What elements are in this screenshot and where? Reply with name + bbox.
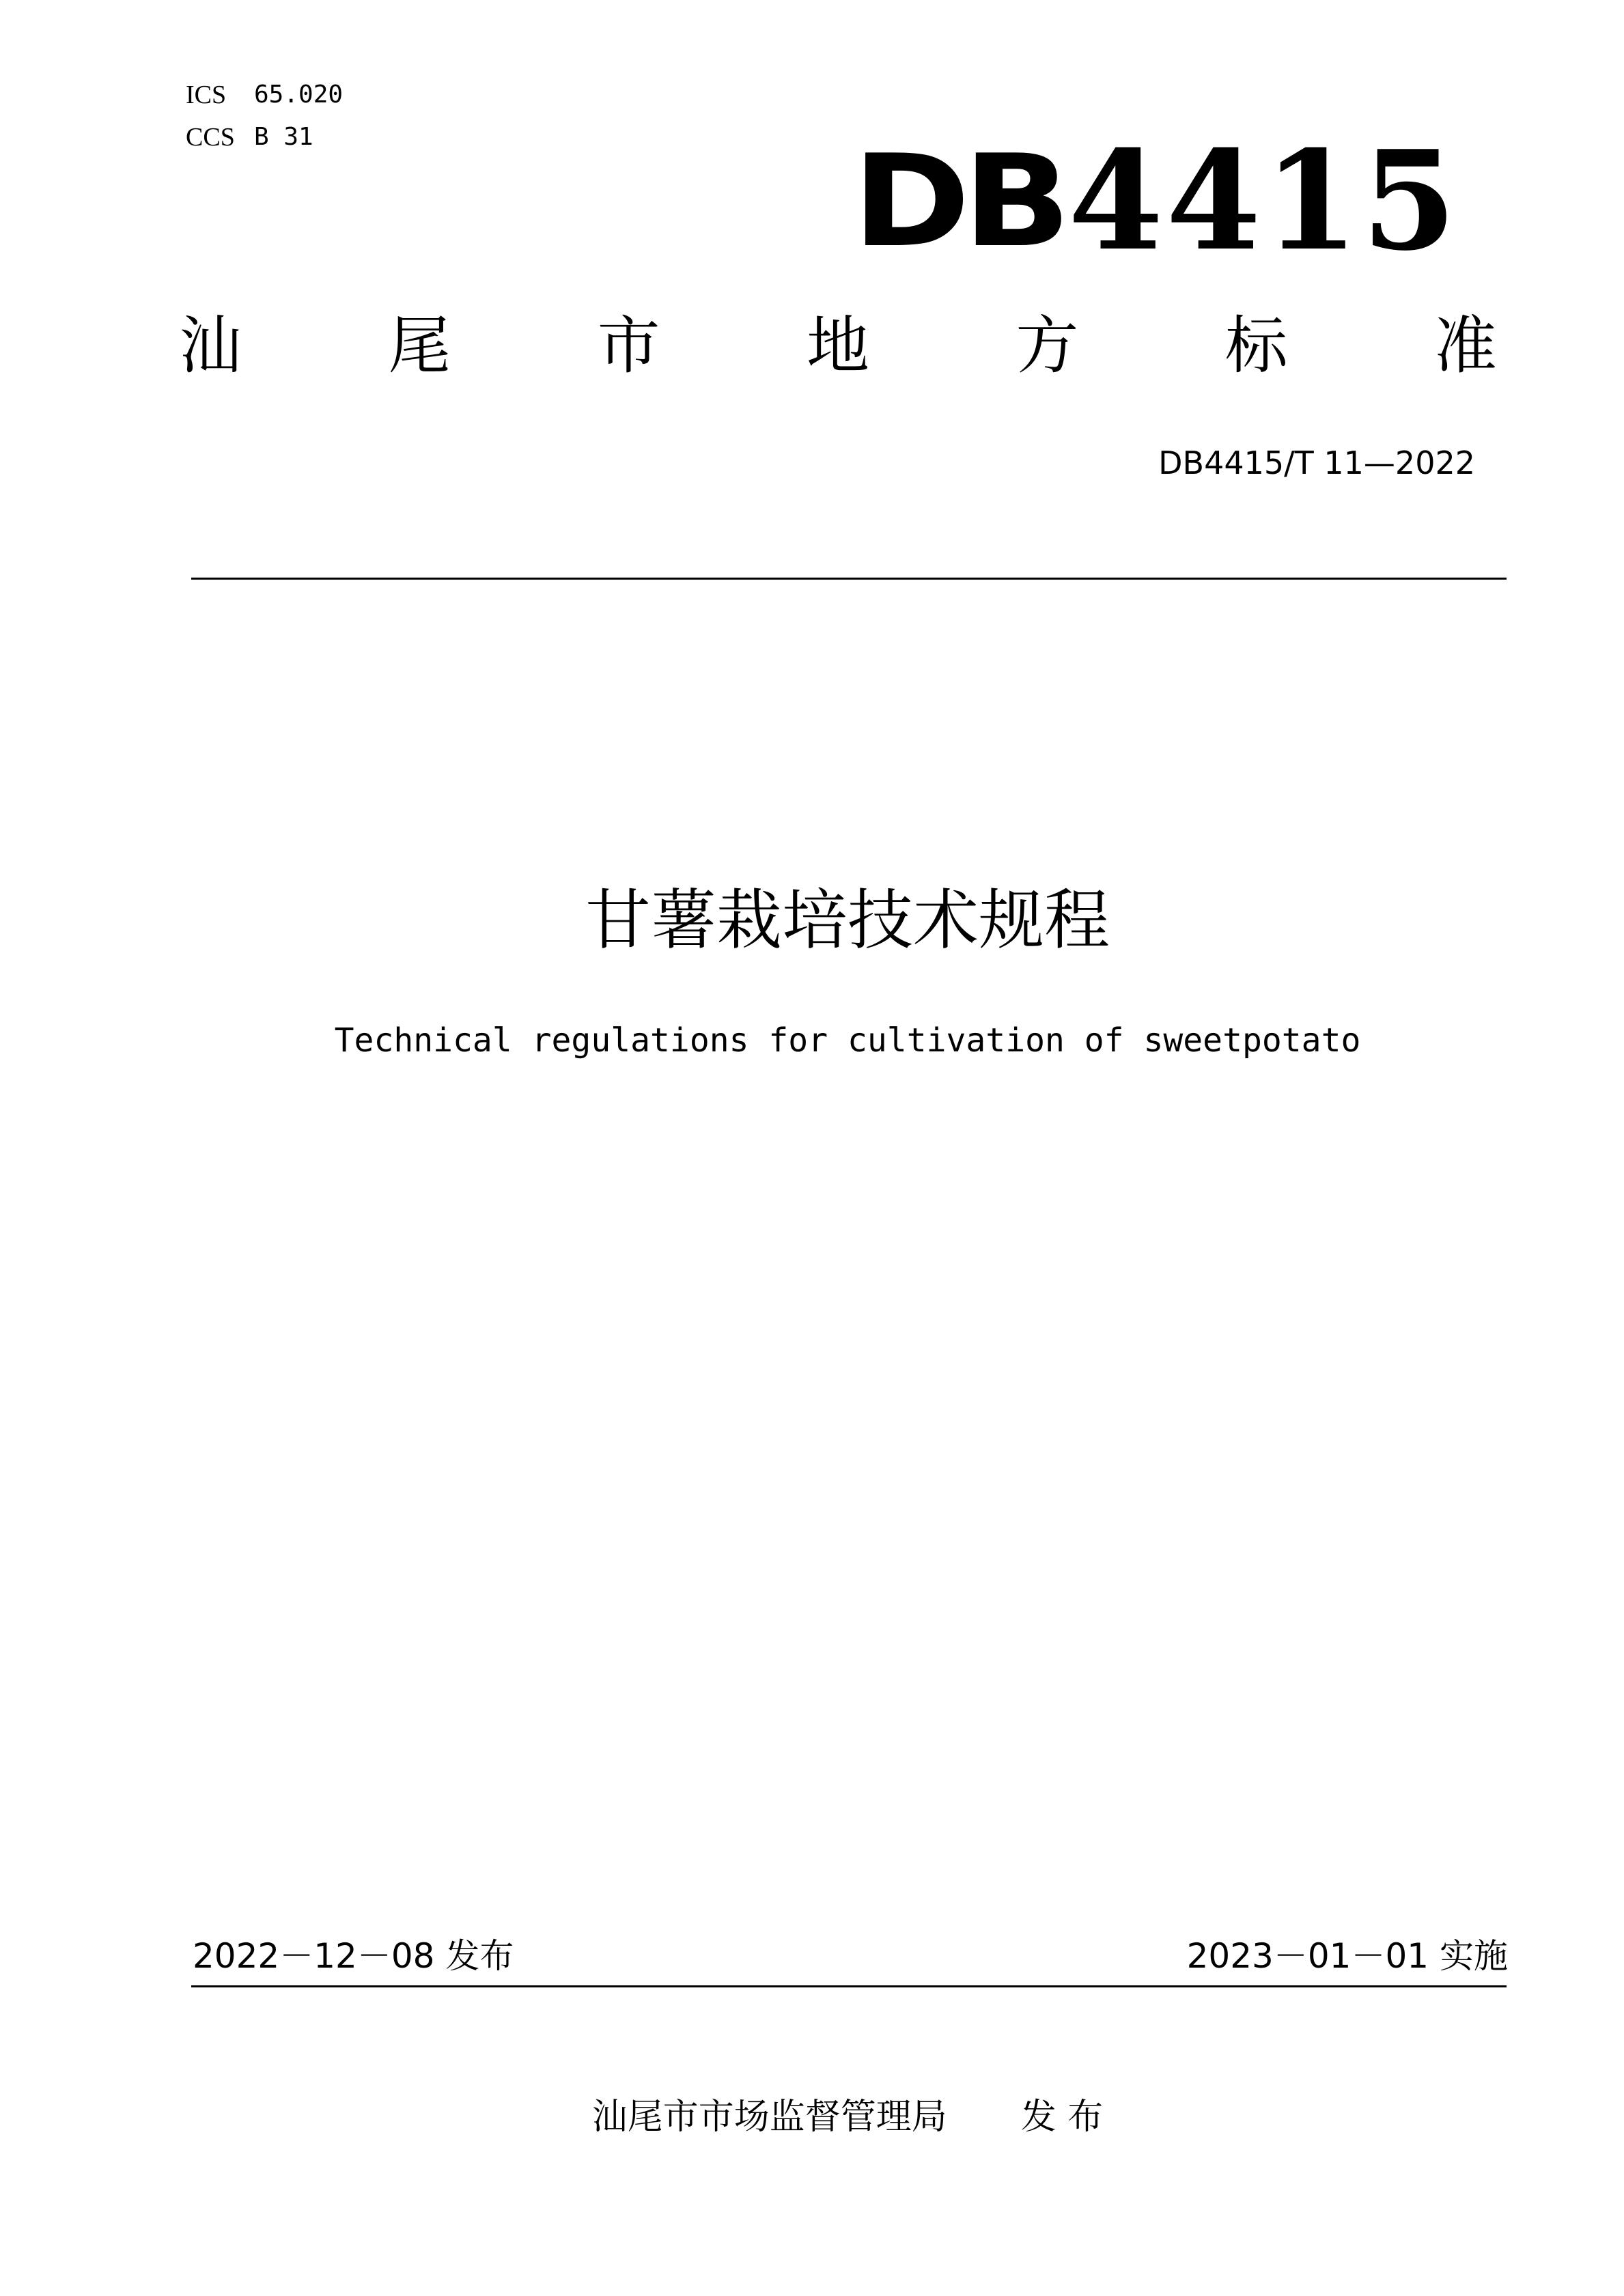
ccs-value: B 31 [254,123,313,151]
ccs-row [186,116,343,158]
standard-type-char: 准 [1433,309,1497,382]
ics-label: ICS [186,81,227,109]
standard-type-char: 尾 [388,309,451,382]
implement-date: 2023－01－01 实施 [1186,1936,1508,1976]
classification-codes [186,74,343,158]
title-chinese: 甘薯栽培技术规程 [585,882,1110,959]
top-divider [191,578,1507,580]
standard-type-char: 方 [1016,309,1079,382]
bottom-divider [191,1985,1507,1987]
standard-code-prefix: DB [852,127,1064,275]
publish-date: 2022－12－08 发布 [193,1936,514,1976]
standard-type-char: 汕 [179,309,242,382]
standard-code-number: 4415 [1068,121,1459,281]
issuer-action: 发 布 [1020,2097,1104,2138]
standard-type-char: 市 [597,309,660,382]
standard-number: DB4415/T 11—2022 [1158,444,1475,481]
ics-row [186,74,343,116]
standard-type-char: 地 [806,309,869,382]
standard-code-logo [852,121,1459,281]
ccs-label: CCS [186,123,235,152]
issuer-name: 汕尾市市场监督管理局 [591,2097,947,2138]
standard-type-char: 标 [1224,309,1288,382]
standard-type-heading [179,309,1497,384]
ics-value: 65.020 [254,81,344,109]
issuing-authority [0,2095,1624,2140]
title-english: Technical regulations for cultivation of sweetpotato [334,1021,1361,1060]
